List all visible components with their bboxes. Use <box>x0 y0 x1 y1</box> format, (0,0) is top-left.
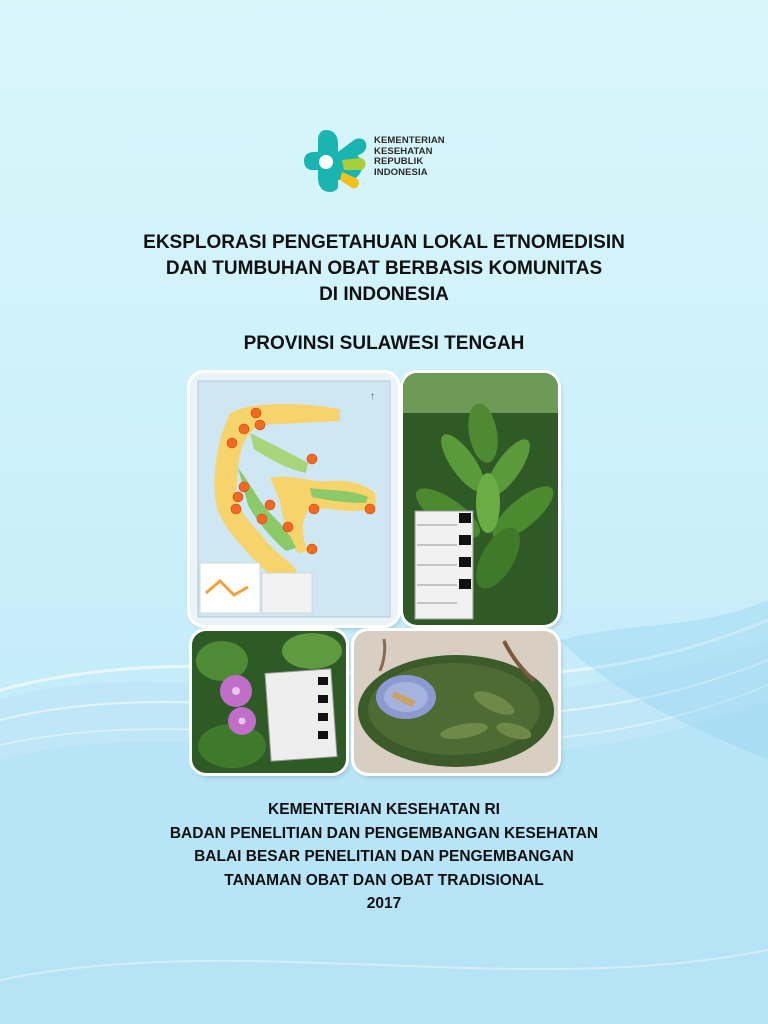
publisher-line: TANAMAN OBAT DAN OBAT TRADISIONAL <box>224 871 544 889</box>
kemenkes-logo <box>304 126 464 196</box>
plant-specimen-photo <box>403 373 558 625</box>
svg-text:↑: ↑ <box>370 391 375 402</box>
publisher-line: BADAN PENELITIAN DAN PENGEMBANGAN KESEHATAN <box>169 824 599 842</box>
logo-text-line: INDONESIA <box>374 166 428 178</box>
publisher-line: KEMENTERIAN KESEHATAN RI <box>268 801 500 818</box>
kemenkes-logo-icon <box>304 126 370 192</box>
logo-text-line: KEMENTERIAN <box>374 135 445 146</box>
title-line: DI INDONESIA <box>319 284 449 305</box>
purple-flower-photo <box>192 631 346 773</box>
logo-text-line: REPUBLIK <box>374 156 424 167</box>
herbal-ingredients-photo <box>354 631 558 773</box>
publisher-line: BALAI BESAR PENELITIAN DAN PENGEMBANGAN <box>194 848 574 865</box>
title-line: DAN TUMBUHAN OBAT BERBASIS KOMUNITAS <box>165 258 603 279</box>
publication-year: 2017 <box>366 895 402 912</box>
logo-text-line: KESEHATAN <box>374 145 433 157</box>
document-title <box>0 230 768 308</box>
logo-text <box>374 136 474 178</box>
title-line: EKSPLORASI PENGETAHUAN LOKAL ETNOMEDISIN <box>143 232 625 253</box>
publisher-block <box>0 798 768 916</box>
sulawesi-map-image <box>190 373 398 625</box>
province-subtitle: PROVINSI SULAWESI TENGAH <box>243 333 525 354</box>
